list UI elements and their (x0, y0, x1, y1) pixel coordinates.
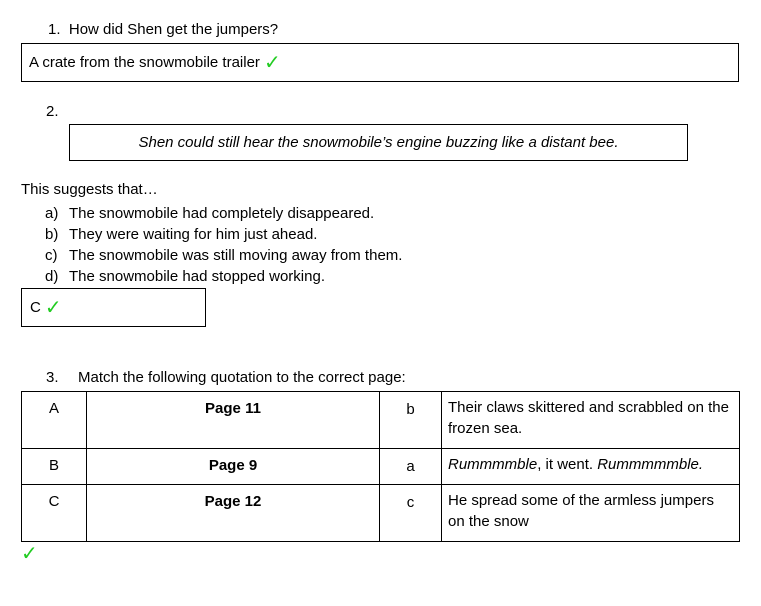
question-3-text: Match the following quotation to the correct page: (78, 369, 406, 386)
question-2-quote-box (69, 124, 688, 161)
row-answer[interactable]: c (380, 485, 442, 542)
row-letter: C (22, 485, 87, 542)
option-d (45, 266, 402, 287)
check-mark-icon: ✓ (21, 543, 38, 565)
question-2-options (45, 203, 402, 287)
question-3-title (46, 369, 406, 386)
row-quote (442, 449, 740, 485)
option-a (45, 203, 402, 224)
check-mark-icon: ✓ (263, 51, 281, 74)
row-quote-text: He spread some of the armless jumpers on the snow (448, 492, 714, 530)
option-text: They were waiting for him just ahead. (69, 226, 318, 243)
row-answer[interactable]: b (380, 392, 442, 449)
table-row (22, 485, 740, 542)
question-2-answer: C (30, 299, 41, 316)
question-2-prompt: This suggests that… (21, 181, 158, 198)
option-b (45, 224, 402, 245)
row-page: Page 9 (87, 449, 380, 485)
option-c (45, 245, 402, 266)
row-page: Page 12 (87, 485, 380, 542)
option-letter: d) (45, 268, 59, 285)
row-quote-text: Their claws skittered and scrabbled on the frozen sea. (448, 399, 729, 437)
question-3-number: 3. (46, 369, 59, 386)
row-quote (442, 485, 740, 542)
row-letter: A (22, 392, 87, 449)
question-1-number: 1. (48, 21, 61, 38)
question-1-text: How did Shen get the jumpers? (68, 21, 279, 38)
table-row (22, 392, 740, 449)
option-text: The snowmobile had completely disappeared. (69, 205, 375, 222)
check-mark-icon: ✓ (44, 296, 62, 319)
row-quote-italic: Rummmmble (448, 456, 538, 473)
row-page: Page 11 (87, 392, 380, 449)
option-text: The snowmobile was still moving away from them. (69, 247, 403, 264)
table-row (22, 449, 740, 485)
question-1-title (48, 21, 278, 38)
row-quote-italic-2: Rummmmmble. (597, 456, 704, 473)
row-answer[interactable]: a (380, 449, 442, 485)
option-letter: c) (45, 247, 58, 264)
option-text: The snowmobile had stopped working. (69, 268, 325, 285)
row-letter: B (22, 449, 87, 485)
matching-table (21, 391, 740, 542)
question-2-number: 2. (46, 103, 59, 120)
question-2-quote: Shen could still hear the snowmobile’s engine buzzing like a distant bee. (138, 134, 619, 151)
question-1-answer: A crate from the snowmobile trailer (29, 54, 260, 71)
option-letter: b) (45, 226, 59, 243)
row-quote-text: , it went. (537, 456, 598, 473)
row-quote (442, 392, 740, 449)
option-letter: a) (45, 205, 59, 222)
question-1-answer-box[interactable] (21, 43, 739, 82)
question-2-answer-box[interactable] (21, 288, 206, 327)
